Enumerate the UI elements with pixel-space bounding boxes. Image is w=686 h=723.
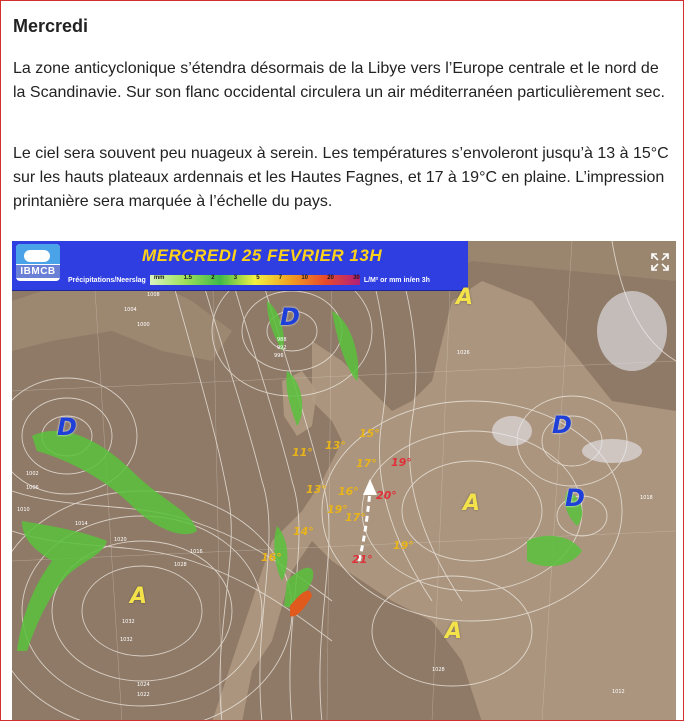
isobar-label: 1008 xyxy=(147,292,160,298)
legend-tick: 20 xyxy=(327,275,334,281)
isobar-label: 1032 xyxy=(120,637,133,643)
temperature-label: 19° xyxy=(391,456,412,469)
map-background xyxy=(12,241,676,721)
temperature-label: 13° xyxy=(325,439,346,452)
pressure-center-low: D xyxy=(57,413,77,441)
isobar-label: 1002 xyxy=(26,471,39,477)
legend-tick: 1.5 xyxy=(183,275,193,281)
pressure-center-high: A xyxy=(463,491,481,516)
isobar-label: 996 xyxy=(274,353,284,359)
precipitation-legend xyxy=(68,274,430,286)
legend-tick: 7 xyxy=(278,275,283,281)
map-title: MERCREDI 25 FEVRIER 13H xyxy=(142,246,383,265)
isobar-label: 1012 xyxy=(612,689,625,695)
temperature-label: 13° xyxy=(306,483,327,496)
logo-text: IBMCB xyxy=(16,265,60,278)
isobar-label: 992 xyxy=(277,345,287,351)
weather-map[interactable] xyxy=(12,241,676,721)
isobar-label: 1022 xyxy=(137,692,150,698)
temperature-label: 20° xyxy=(376,489,397,502)
legend-tick: 3 xyxy=(233,275,238,281)
temperature-label: 19° xyxy=(327,503,348,516)
legend-label: Précipitations/Neerslag xyxy=(68,276,146,284)
temperature-label: 16° xyxy=(338,485,359,498)
isobar-label: 1010 xyxy=(17,507,30,513)
isobar-label: 1024 xyxy=(137,682,150,688)
isobar-label: 1014 xyxy=(75,521,88,527)
isobar-label: 1032 xyxy=(122,619,135,625)
expand-arrows-icon[interactable] xyxy=(650,252,670,272)
legend-tick: 5 xyxy=(256,275,260,281)
legend-tick: 30 xyxy=(353,275,360,281)
pressure-center-high: A xyxy=(130,584,148,609)
paragraph-2: Le ciel sera souvent peu nuageux à serein. Les températures s’envoleront jusqu’à 13 à 15°C sur les hauts plateaux ardennais et les Hautes Fagnes, et 17 à 19°C en plaine. L’impression printanière sera marquée à l’échelle du pays. xyxy=(13,145,669,210)
legend-unit: L/M² or mm in/en 3h xyxy=(363,276,430,284)
temperature-label: 17° xyxy=(356,457,377,470)
temperature-label: 19° xyxy=(393,539,414,552)
temperature-label: 14° xyxy=(293,525,314,538)
pressure-center-low: D xyxy=(565,484,585,512)
isobar-label: 988 xyxy=(277,337,287,343)
ibmcb-logo xyxy=(16,244,60,281)
isobar-label: 1006 xyxy=(26,485,39,491)
legend-tick: 10 xyxy=(301,275,309,281)
section-heading: Mercredi xyxy=(13,16,89,36)
pressure-center-high: A xyxy=(456,285,474,310)
isobar-label: 1028 xyxy=(432,667,445,673)
isobar-label: 1028 xyxy=(174,562,187,568)
isobar-label: 1000 xyxy=(137,322,150,328)
paragraph-1: La zone anticyclonique s’étendra désormais de la Libye vers l’Europe centrale et le nord de la Scandinavie. Sur son flanc occidental circulera un air méditerranéen particulièrement sec. xyxy=(13,60,665,101)
pressure-center-low: D xyxy=(552,411,572,439)
legend-color-bar xyxy=(150,275,360,285)
temperature-label: 17° xyxy=(345,511,366,524)
pressure-center-high: A xyxy=(445,619,463,644)
map-header-banner xyxy=(12,241,468,291)
isobar-label: 1016 xyxy=(190,549,203,555)
temperature-label: 11° xyxy=(292,446,313,459)
temperature-label: 16° xyxy=(261,551,282,564)
isobar-label: 1020 xyxy=(114,537,127,543)
legend-tick: mm xyxy=(153,275,165,281)
temperature-label: 21° xyxy=(352,553,373,566)
pressure-center-low: D xyxy=(280,303,300,331)
isobar-label: 1026 xyxy=(457,350,470,356)
isobar-label: 1004 xyxy=(124,307,137,313)
isobar-label: 1018 xyxy=(640,495,653,501)
temperature-label: 15° xyxy=(359,427,380,440)
legend-tick: 2 xyxy=(211,275,215,281)
